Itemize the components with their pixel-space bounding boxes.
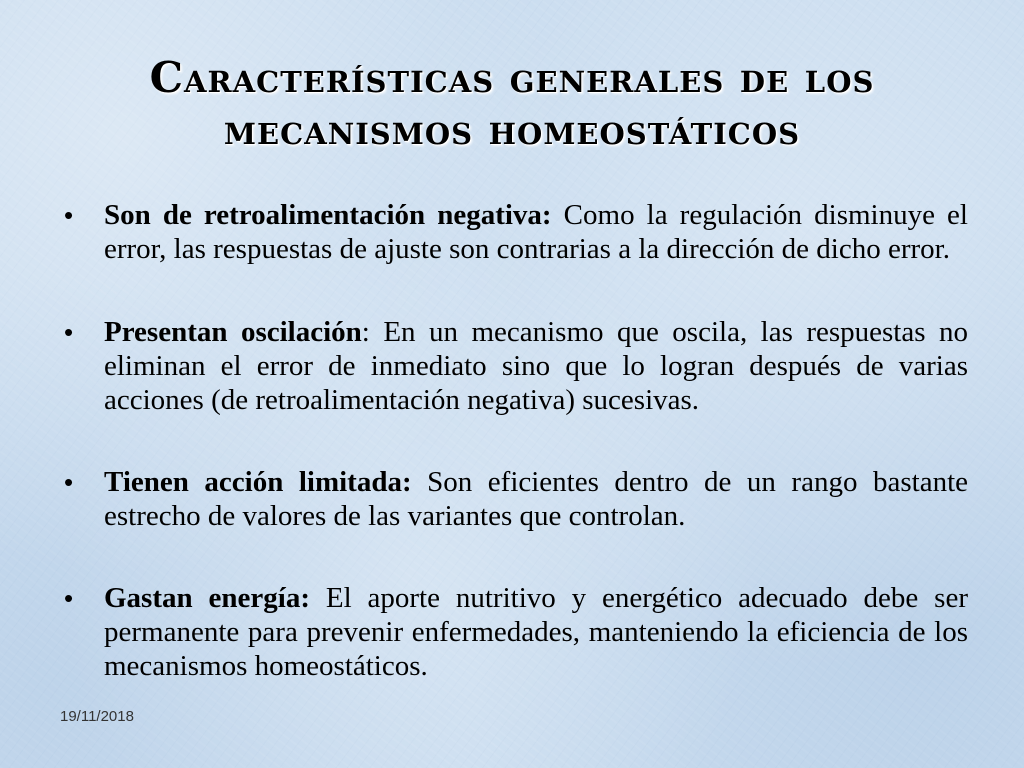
bullet-text: El aporte nutritivo y energético adecuado debe ser permanente para prevenir enfermedades, manteniendo la eficiencia de los mecanismos homeostáticos. bbox=[104, 582, 968, 682]
bullet-item-accion-limitada bbox=[58, 465, 968, 533]
bullet-lead: Tienen acción limitada: bbox=[104, 466, 412, 498]
bullet-dot-icon: • bbox=[64, 200, 74, 230]
bullet-text: Son eficientes dentro de un rango bastante estrecho de valores de las variantes que controlan. bbox=[104, 466, 969, 532]
footer-date: 19/11/2018 bbox=[60, 708, 134, 725]
bullet-dot-icon: • bbox=[64, 583, 74, 613]
bullet-list bbox=[58, 198, 968, 683]
bullet-text: : En un mecanismo que oscila, las respuestas no eliminan el error de inmediato sino que lo logran después de varias acciones (de retroalimentación negativa) sucesivas. bbox=[104, 316, 968, 416]
bullet-item-energia bbox=[58, 581, 968, 683]
bullet-lead: Presentan oscilación bbox=[104, 316, 362, 348]
bullet-lead: Son de retroalimentación negativa: bbox=[104, 199, 552, 231]
bullet-lead: Gastan energía: bbox=[104, 582, 310, 614]
bullet-text: Como la regulación disminuye el error, las respuestas de ajuste son contrarias a la dirección de dicho error. bbox=[104, 199, 968, 265]
slide-title: Características generales de los mecanismos homeostáticos bbox=[149, 53, 875, 154]
bullet-dot-icon: • bbox=[64, 317, 74, 347]
bullet-dot-icon: • bbox=[64, 467, 74, 497]
bullet-item-oscilacion bbox=[58, 315, 968, 417]
bullet-item-retroalimentacion bbox=[58, 198, 968, 266]
